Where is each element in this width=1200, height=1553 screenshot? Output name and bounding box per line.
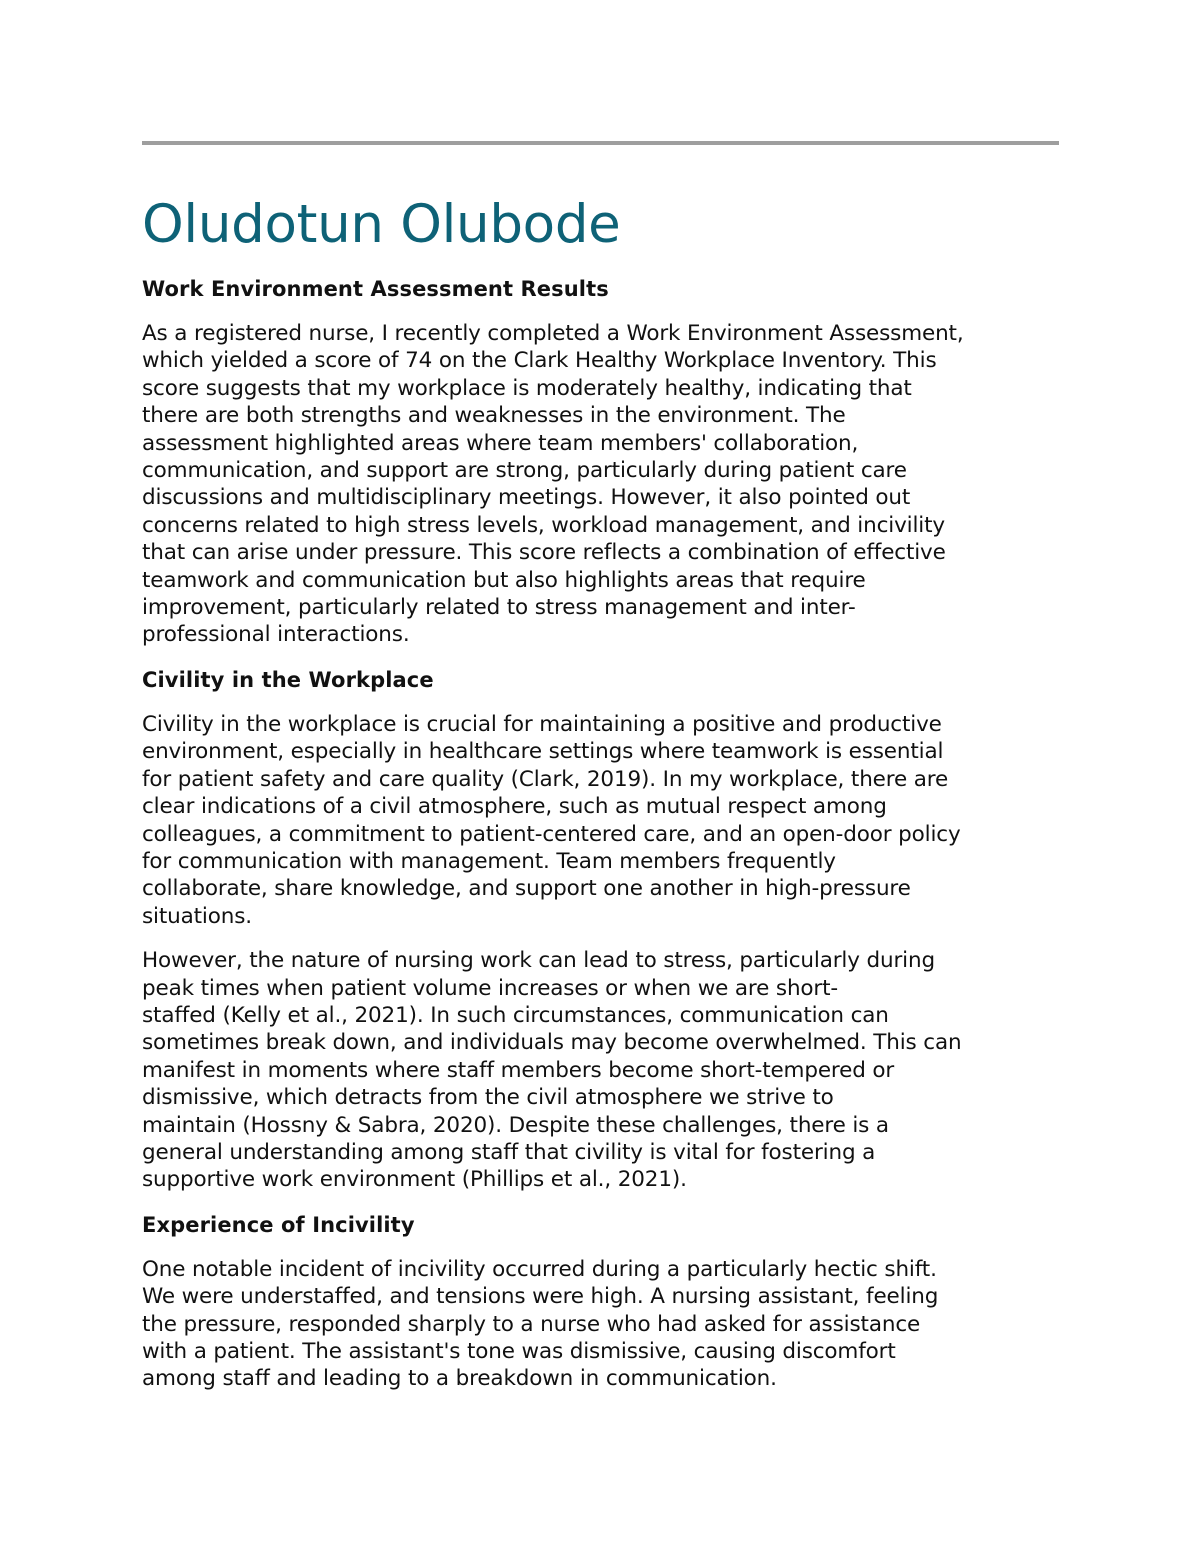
- body-paragraph: [142, 711, 1060, 930]
- paragraph-line: supportive work environment (Phillips et al., 2021).: [142, 1167, 687, 1193]
- paragraph-line: score suggests that my workplace is moderately healthy, indicating that: [142, 375, 912, 401]
- paragraph-line: manifest in moments where staff members become short-tempered or: [142, 1057, 895, 1083]
- section-heading: Civility in the Workplace: [142, 667, 434, 692]
- paragraph-line: peak times when patient volume increases or when we are short-: [142, 975, 839, 1001]
- paragraph-line: that can arise under pressure. This score reflects a combination of effective: [142, 540, 946, 566]
- paragraph-line: staffed (Kelly et al., 2021). In such circumstances, communication can: [142, 1002, 889, 1028]
- paragraph-line: there are both strengths and weaknesses in the environment. The: [142, 403, 846, 429]
- header-rule: [142, 141, 1059, 145]
- paragraph-line: discussions and multidisciplinary meetings. However, it also pointed out: [142, 485, 911, 511]
- author-name-title: Oludotun Olubode: [142, 194, 621, 255]
- paragraph-line: teamwork and communication but also highlights areas that require: [142, 567, 866, 593]
- paragraph-line: among staff and leading to a breakdown in communication.: [142, 1366, 777, 1392]
- section-heading: Experience of Incivility: [142, 1212, 415, 1237]
- body-paragraph: [142, 320, 1060, 649]
- paragraph-line: concerns related to high stress levels, workload management, and incivility: [142, 512, 945, 538]
- paragraph-line: colleagues, a commitment to patient-centered care, and an open-door policy: [142, 821, 961, 847]
- section-heading: Work Environment Assessment Results: [142, 277, 609, 301]
- paragraph-line: Civility in the workplace is crucial for maintaining a positive and productive: [142, 711, 942, 737]
- paragraph-line: sometimes break down, and individuals may become overwhelmed. This can: [142, 1030, 962, 1056]
- paragraph-line: We were understaffed, and tensions were high. A nursing assistant, feeling: [142, 1284, 939, 1310]
- paragraph-line: As a registered nurse, I recently completed a Work Environment Assessment,: [142, 321, 964, 346]
- paragraph-line: improvement, particularly related to stress management and inter-: [142, 595, 856, 621]
- paragraph-line: communication, and support are strong, particularly during patient care: [142, 458, 907, 484]
- paragraph-line: for patient safety and care quality (Clark, 2019). In my workplace, there are: [142, 766, 949, 792]
- paragraph-line: dismissive, which detracts from the civil atmosphere we strive to: [142, 1085, 834, 1111]
- paragraph-line: However, the nature of nursing work can lead to stress, particularly during: [142, 948, 935, 974]
- paragraph-line: collaborate, share knowledge, and support one another in high-pressure: [142, 876, 911, 902]
- paragraph-line: for communication with management. Team members frequently: [142, 848, 836, 874]
- paragraph-line: maintain (Hossny & Sabra, 2020). Despite these challenges, there is a: [142, 1112, 889, 1138]
- paragraph-line: general understanding among staff that civility is vital for fostering a: [142, 1139, 876, 1165]
- paragraph-line: the pressure, responded sharply to a nurse who had asked for assistance: [142, 1311, 921, 1337]
- paragraph-line: clear indications of a civil atmosphere, such as mutual respect among: [142, 794, 887, 820]
- paragraph-line: professional interactions.: [142, 622, 410, 648]
- paragraph-line: One notable incident of incivility occurred during a particularly hectic shift.: [142, 1256, 937, 1282]
- paragraph-line: environment, especially in healthcare settings where teamwork is essential: [142, 739, 944, 765]
- paragraph-line: which yielded a score of 74 on the Clark Healthy Workplace Inventory. This: [142, 348, 937, 374]
- paragraph-line: with a patient. The assistant's tone was dismissive, causing discomfort: [142, 1339, 896, 1364]
- body-paragraph: [142, 947, 1060, 1194]
- body-paragraph: [142, 1256, 1060, 1393]
- paragraph-line: assessment highlighted areas where team members' collaboration,: [142, 430, 859, 456]
- document-body: [142, 275, 1060, 1410]
- paragraph-line: situations.: [142, 903, 252, 929]
